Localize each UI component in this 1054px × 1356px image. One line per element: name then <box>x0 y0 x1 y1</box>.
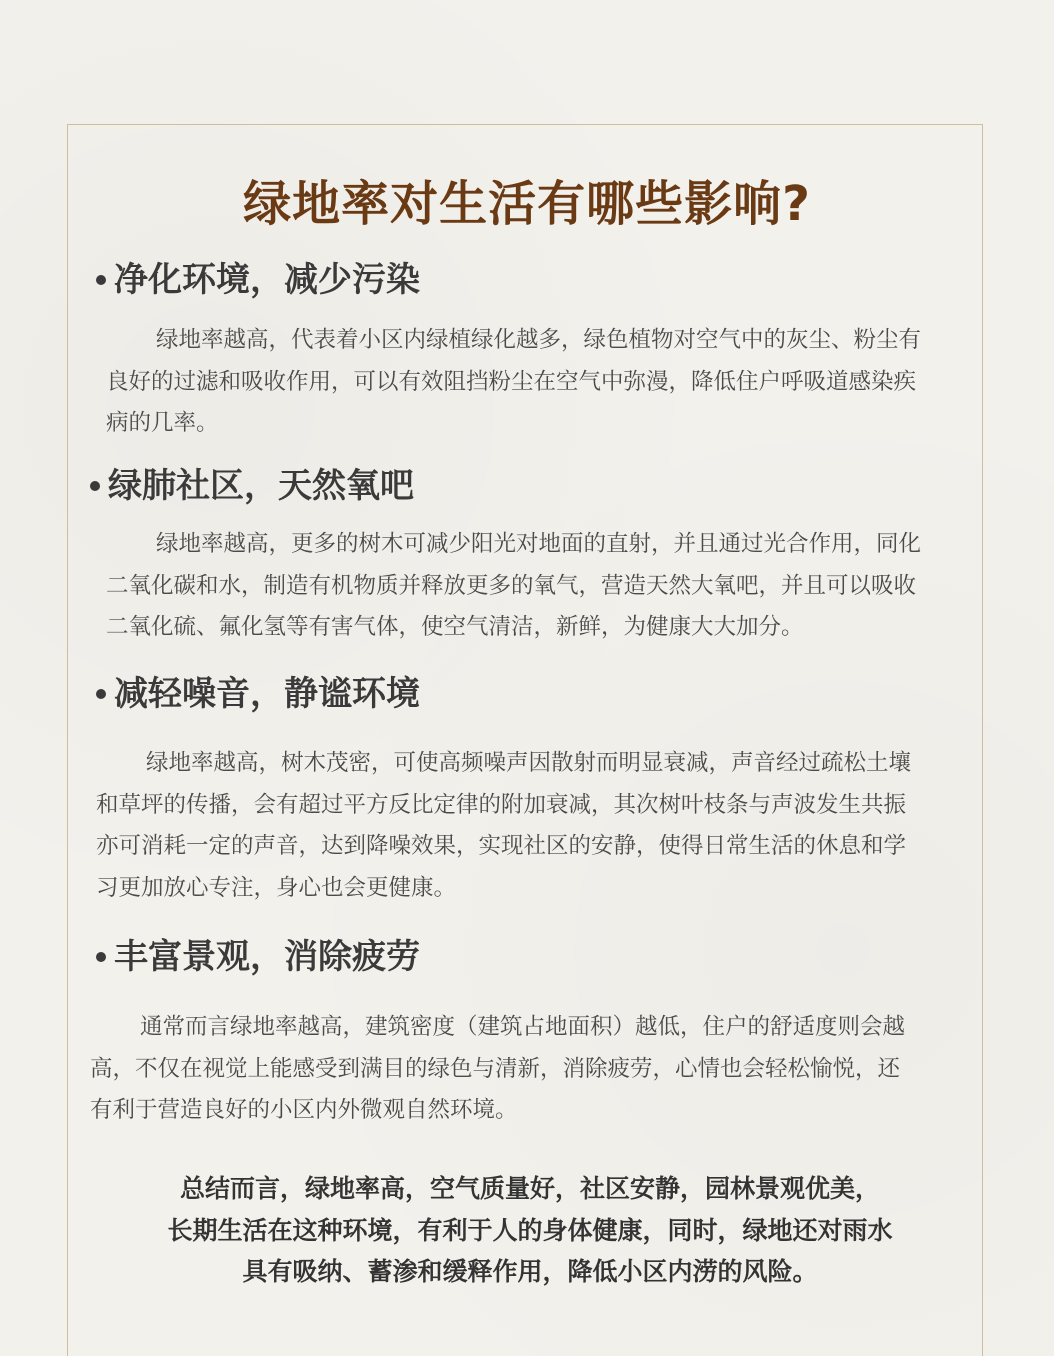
section-heading-purify <box>96 258 420 302</box>
paragraph-line: 良好的过滤和吸收作用，可以有效阻挡粉尘在空气中弥漫，降低住户呼吸道感染疾 <box>106 368 917 395</box>
section-heading-oxygen <box>90 464 414 508</box>
summary-line: 具有吸纳、蓄渗和缓释作用，降低小区内涝的风险。 <box>242 1257 818 1286</box>
paragraph-line: 绿地率越高，树木茂密，可使高频噪声因散射而明显衰减，声音经过疏松土壤 <box>146 750 912 776</box>
section-heading-noise <box>96 672 420 716</box>
paragraph-line: 二氧化硫、氟化氢等有害气体，使空气清洁，新鲜，为健康大大加分。 <box>106 614 804 640</box>
section-heading-landscape <box>96 935 420 979</box>
section-heading-text: 绿肺社区，天然氧吧 <box>108 466 414 506</box>
section-paragraph-landscape <box>90 1007 905 1132</box>
section-paragraph-oxygen <box>106 524 921 649</box>
paragraph-line: 绿地率越高，更多的树木可减少阳光对地面的直射，并且通过光合作用，同化 <box>156 531 922 557</box>
page-title: 绿地率对生活有哪些影响? <box>243 176 811 232</box>
paragraph-line: 亦可消耗一定的声音，达到降噪效果，实现社区的安静，使得日常生活的休息和学 <box>96 833 907 859</box>
bullet-icon <box>96 952 106 962</box>
paragraph-line: 绿地率越高，代表着小区内绿植绿化越多，绿色植物对空气中的灰尘、粉尘有 <box>156 327 922 353</box>
section-heading-text: 净化环境，减少污染 <box>114 260 420 300</box>
section-paragraph-noise <box>96 743 911 909</box>
paragraph-line: 二氧化碳和水，制造有机物质并释放更多的氧气，营造天然大氧吧，并且可以吸收 <box>106 572 917 599</box>
paragraph-line: 习更加放心专注，身心也会更健康。 <box>96 874 457 901</box>
bullet-icon <box>96 275 106 285</box>
summary-block <box>90 1168 970 1293</box>
section-heading-text: 丰富景观，消除疲劳 <box>114 937 420 977</box>
section-heading-text: 减轻噪音，静谧环境 <box>114 674 420 714</box>
paragraph-line: 通常而言绿地率越高，建筑密度（建筑占地面积）越低，住户的舒适度则会越 <box>140 1014 906 1040</box>
summary-line: 长期生活在这种环境，有利于人的身体健康，同时，绿地还对雨水 <box>167 1215 893 1245</box>
paragraph-line: 高，不仅在视觉上能感受到满目的绿色与清新，消除疲劳，心情也会轻松愉悦，还 <box>90 1055 901 1082</box>
paragraph-line: 和草坪的传播，会有超过平方反比定律的附加衰减，其次树叶枝条与声波发生共振 <box>96 791 907 818</box>
paragraph-line: 病的几率。 <box>106 410 219 436</box>
bullet-icon <box>96 689 106 699</box>
summary-line: 总结而言，绿地率高，空气质量好，社区安静，园林景观优美， <box>179 1174 880 1203</box>
section-paragraph-purify <box>106 320 921 445</box>
bullet-icon <box>90 481 100 491</box>
paragraph-line: 有利于营造良好的小区内外微观自然环境。 <box>90 1097 518 1123</box>
